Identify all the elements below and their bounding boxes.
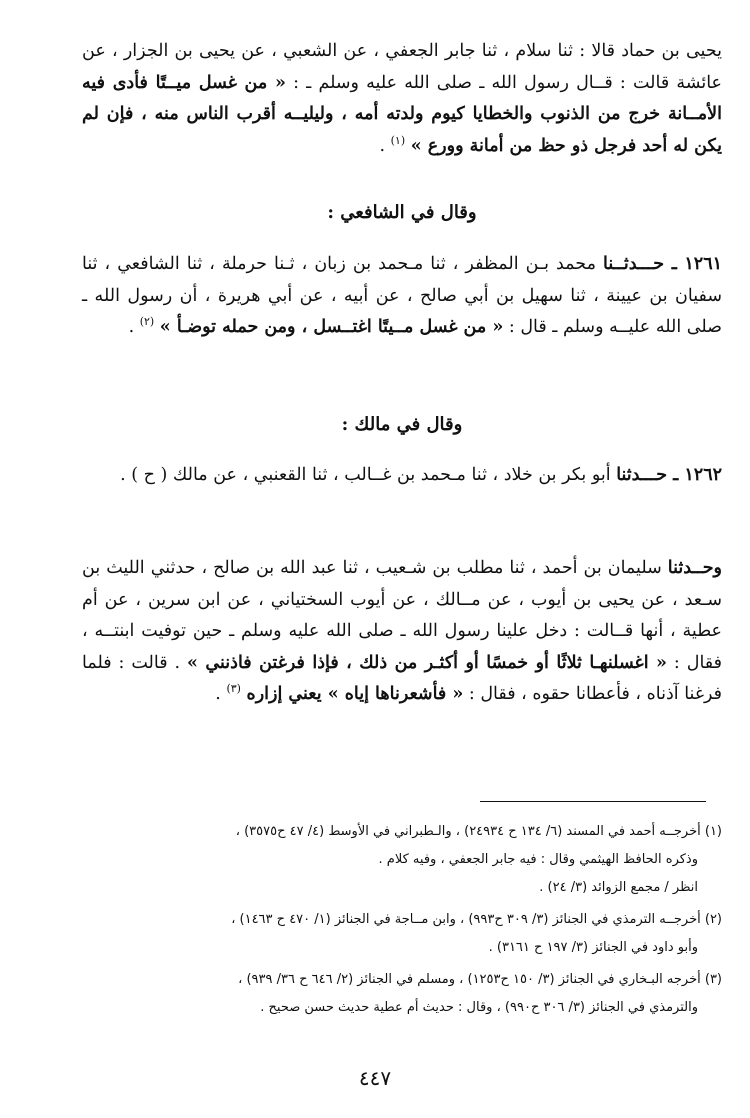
footnote-ref-3: (٣) (226, 682, 241, 696)
footnote-2-line-2: وأبو داود في الجنائز (٣/ ١٩٧ ح ٣١٦١) . (488, 940, 698, 955)
hadith-number-1262: ١٢٦٢ ـ (673, 465, 722, 485)
intro-end: . (379, 135, 391, 156)
section-heading-shafii: وقال في الشافعي : (327, 202, 477, 223)
wahaddathana-lead: وحــدثنا (667, 558, 722, 578)
hadith-number-1261: ١٢٦١ ـ (671, 254, 722, 274)
footnote-3-line-2: والترمذي في الجنائز (٣/ ٣٠٦ ح٩٩٠) ، وقال : حديث أم عطية حديث حسن صحيح . (260, 1000, 698, 1015)
footnote-2 (82, 906, 722, 962)
hadith-1261-paragraph (82, 249, 722, 344)
hadith-1261-end: . (128, 317, 140, 338)
hadith-1261-lead: حـــدثــنا (603, 254, 672, 274)
page-number: ٤٤٧ (358, 1066, 392, 1090)
wahaddathana-tail: يعني إزاره (246, 684, 328, 705)
wahaddathana-mid: . قالت : فلما فرغنا آذناه ، فأعطانا حقوه ، فقال : (82, 652, 722, 705)
footnote-separator (480, 801, 706, 802)
footnote-3 (82, 966, 722, 1022)
hadith-1262-isnad: أبو بكر بن خلاد ، ثنا مـحمد بن غــالب ، ثنا القعنبي ، عن مالك ( ح ) . (120, 465, 617, 485)
wahaddathana-hadith-2: « فأشعرناها إياه » (327, 684, 464, 705)
intro-isnad: يحيى بن حماد قالا : ثنا سلام ، ثنا جابر الجعفي ، عن الشعبي ، عن يحيى بن الجزار ، عن عائشة قالت : قــال رسول الله ـ صلى الله عليه وسلم ـ : (82, 41, 722, 93)
hadith-1261-text: « من غسل مــيتًا اغتــسل ، ومن حمله توضـأ » (159, 317, 504, 338)
footnote-1-line-1: (١) أخرجــه أحمد في المسند (٦/ ١٣٤ ح ٢٤٩٣٤) ، والـطبراني في الأوسط (٤/ ٤٧ ح٣٥٧٥) ، (235, 824, 722, 839)
section-heading-malik: وقال في مالك : (341, 414, 463, 435)
footnote-2-line-1: (٢) أخرجــه الترمذي في الجنائز (٣/ ٣٠٩ ح٩٩٣) ، وابن مــاجة في الجنائز (١/ ٤٧٠ ح ١٤٦٣) ، (231, 912, 722, 927)
footnote-ref-1: (١) (390, 133, 406, 147)
hadith-1262-lead: حـــدثنا (616, 465, 674, 485)
wahaddathana-paragraph (82, 553, 722, 711)
footnote-3-line-1: (٣) أخرجه البـخاري في الجنائز (٣/ ١٥٠ ح١٢٥٣) ، ومسلم في الجنائز (٢/ ٦٤٦ ح ٣٦/ ٩٣٩) ، (238, 972, 722, 987)
footnote-ref-2: (٢) (139, 315, 155, 329)
footnote-1-line-3: انظر / مجمع الزوائد (٣/ ٢٤) . (539, 880, 698, 895)
hadith-1262-paragraph (82, 460, 722, 492)
intro-paragraph (82, 36, 722, 162)
wahaddathana-isnad: سليمان بن أحمد ، ثنا مطلب بن شـعيب ، ثنا عبد الله بن صالح ، حدثني الليث بن سـعد ، عن يحيى بن أيوب ، عن مــالك ، عن أيوب السختياني ، عن ابن سرين ، عن أم عطية ، أنها قــالت : دخل علينا رسول الله ـ صلى الله عليه وسلم ـ حين توفيت ابنتــه ، فقال : (82, 558, 722, 673)
footnotes-section (82, 818, 722, 1026)
wahaddathana-end: . (215, 684, 227, 705)
footnote-1 (82, 818, 722, 902)
footnote-1-line-2: وذكره الحافظ الهيثمي وقال : فيه جابر الجعفي ، وفيه كلام . (378, 852, 698, 867)
wahaddathana-hadith-1: « اغسلنهـا ثلاثًا أو خمسًا أو أكثـر من ذلك ، فإذا فرغتن فاذنني » (187, 652, 667, 673)
intro-hadith-text: « من غسل ميــتًا فأدى فيه الأمــانة خرج من الذنوب والخطايا كيوم ولدته أمه ، وليليــه أقرب الناس منه ، فإن لم يكن له أحد فرجل ذو حظ من أمانة وورع » (82, 72, 722, 156)
hadith-1261-isnad: محمد بـن المظفر ، ثنا مـحمد بن زبان ، ثـنا حرملة ، ثنا الشافعي ، ثنا سفيان بن عيينة ، ثنا سهيل بن أبي صالح ، عن أبيه ، عن أبي هريرة ، أن رسول الله ـ صلى الله عليــه وسلم ـ قال : (82, 254, 722, 338)
